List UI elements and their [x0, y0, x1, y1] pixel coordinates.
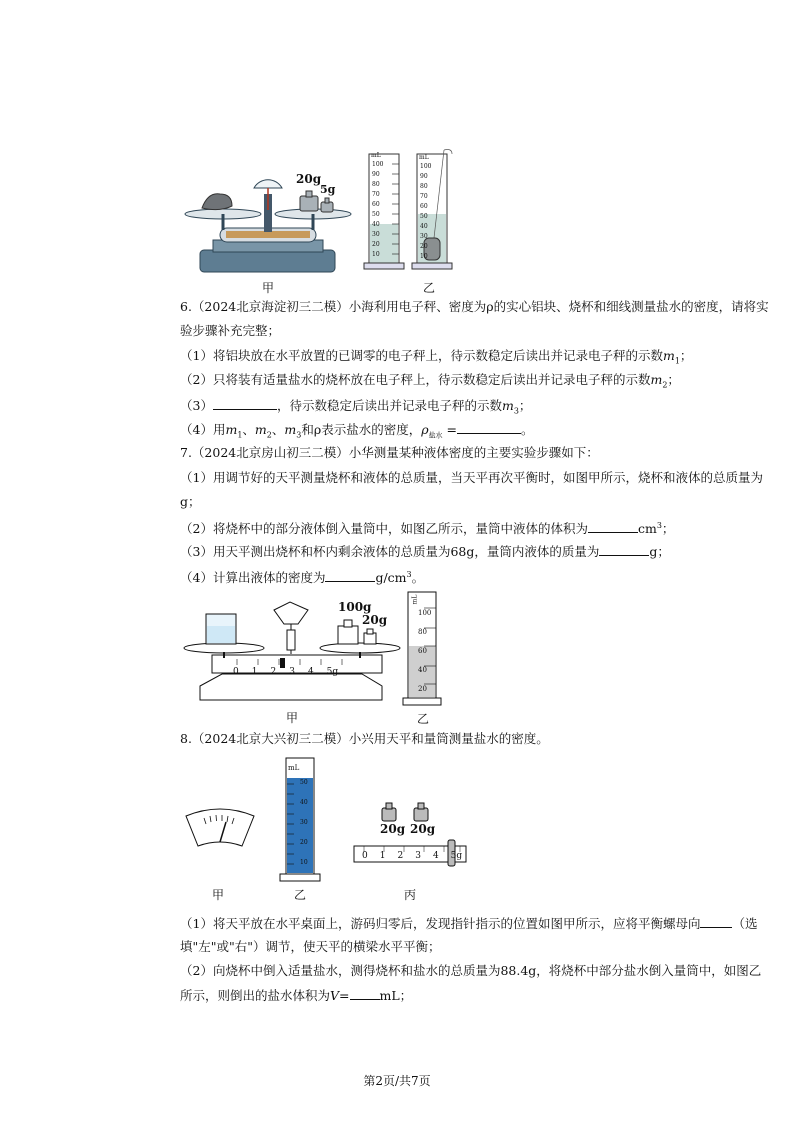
- q8-step1-text: （1）将天平放在水平桌面上，游码归零后，发现指针指示的位置如图甲所示，应将平衡螺母向: [180, 916, 701, 931]
- fig1-cyl-a-tick: 70: [372, 191, 380, 198]
- fig2-cyl-scale: [418, 604, 431, 699]
- q7-step2: [180, 517, 675, 538]
- q8-step2-text: 所示，则倒出的盐水体积为: [180, 988, 331, 1003]
- fig2-cyl-tick: 40: [418, 666, 427, 674]
- fig1-balance: [180, 150, 360, 275]
- fig1-cyl-a-tick: 60: [372, 201, 380, 208]
- fig1-cyl-a-tick: 50: [372, 211, 380, 218]
- fig1-cyl-b-tick: 90: [420, 173, 428, 180]
- q7-step4-unit: g/cm: [375, 570, 407, 586]
- q7-step4: [180, 566, 610, 587]
- fig1-cyl-a-tick: 10: [372, 251, 380, 258]
- q7-step2-text: （2）将烧杯中的部分液体倒入量筒中，如图乙所示，量筒中液体的体积为: [180, 521, 588, 537]
- q7-step3: [180, 542, 670, 561]
- q7-step3-text: （3）用天平测出烧杯和杯内剩余液体的总质量为68g，量筒内液体的质量为: [180, 544, 600, 559]
- q7-step3-end: g；: [649, 544, 670, 559]
- fig3-label-jia: 甲: [212, 888, 225, 902]
- q6-step1: [180, 347, 693, 371]
- q7-step2-sup: 3: [656, 521, 662, 530]
- q8-step1-hint: （选: [732, 916, 758, 931]
- q6-step1-text: （1）将铝块放在水平放置的已调零的电子秤上，待示数稳定后读出并记录电子秤的示数: [180, 348, 663, 363]
- fig2-cyl-unit: mL: [411, 594, 419, 605]
- fig1-cyl-a-tick: 30: [372, 231, 380, 238]
- fig3-scale-tick: 1: [379, 851, 386, 861]
- fig3-cyl-tick: 20: [300, 839, 308, 846]
- fig1-cyl-a-scale: [372, 160, 390, 260]
- fig1-cyl-a-tick: 80: [372, 181, 380, 188]
- q6-step4-m2: m: [254, 422, 267, 437]
- page-footer: 第2页/共7页: [363, 1074, 431, 1088]
- q8-step1-blank[interactable]: [700, 914, 732, 928]
- q6-step2: [180, 371, 680, 395]
- fig3-weight-a-label: 20g: [380, 822, 406, 836]
- fig1-cyl-a-tick: 100: [372, 161, 384, 168]
- fig1-label-yi: 乙: [423, 281, 436, 295]
- fig1-label-jia: 甲: [262, 281, 275, 295]
- q6-step3-end: ；: [518, 398, 532, 413]
- q6-step4-sep1: 、: [242, 422, 255, 437]
- fig3-scale-tick: 3: [415, 851, 421, 861]
- fig2-scale-tick: 1: [251, 667, 258, 677]
- fig1-cyl-b-tick: 100: [420, 163, 432, 170]
- q6-step2-text: （2）只将装有适量盐水的烧杯放在电子秤上，待示数稳定后读出并记录电子秤的示数: [180, 372, 651, 387]
- fig3-scale-tick: 2: [397, 851, 404, 861]
- q6-step2-var: m: [650, 372, 663, 387]
- fig3-scale-tick: 5g: [450, 851, 463, 861]
- fig3-scale-tick: 4: [432, 851, 439, 861]
- fig3-scale-tick: 0: [362, 851, 368, 861]
- q6-step4-rho: ρ: [421, 422, 429, 437]
- q8-step2-var: V: [330, 988, 340, 1003]
- q6-step3-blank[interactable]: [213, 396, 277, 410]
- q6-step3: [180, 396, 610, 421]
- q6-step4-text: 和ρ表示盐水的密度，: [301, 422, 422, 437]
- q7-step2-unit: cm: [637, 521, 657, 537]
- q7-step4-blank[interactable]: [325, 568, 375, 582]
- fig3-cyl-tick: 40: [300, 799, 308, 806]
- fig3-label-yi: 乙: [294, 888, 307, 902]
- fig2-cyl-tick: 20: [418, 685, 427, 693]
- q6-step1-end: ；: [679, 348, 693, 363]
- fig3-cyl-tick: 10: [300, 859, 308, 866]
- fig2-scale-tick: 5g: [326, 667, 339, 677]
- fig1-cyl-b-tick: 60: [420, 203, 428, 210]
- fig1-cyl-a-tick: 40: [372, 221, 380, 228]
- q8-step2-end: mL；: [379, 988, 413, 1003]
- fig3-label-bing: 丙: [404, 888, 417, 902]
- q6-step2-end: ；: [667, 372, 680, 387]
- fig2-scale-tick: 3: [289, 667, 295, 677]
- fig1-cyl-b-tick: 70: [420, 193, 428, 200]
- q8-step2-blank[interactable]: [350, 986, 380, 1000]
- fig1-weight-20g-label: 20g: [296, 172, 322, 186]
- q7-step4-end: 。: [411, 570, 425, 586]
- q6-step3-var: m: [501, 398, 514, 413]
- fig3-scale-labels: [362, 851, 462, 861]
- fig3-cyl-tick: 30: [300, 819, 308, 826]
- fig2-label-yi: 乙: [417, 712, 430, 726]
- q8-step2-line2: [180, 986, 610, 1005]
- fig3-pointer-dial: [184, 806, 256, 856]
- fig1-cyl-b-tick: 50: [420, 213, 428, 220]
- q6-step4-end: 。: [521, 422, 534, 437]
- q6-step3-start: （3）: [180, 398, 213, 413]
- fig1-cyl-b-tick: 10: [420, 253, 428, 260]
- q8-step2-line1: （2）向烧杯中倒入适量盐水，测得烧杯和盐水的总质量为88.4g，将烧杯中部分盐水倒入量筒中，如图乙: [180, 963, 762, 978]
- fig2-scale-tick: 0: [233, 667, 239, 677]
- fig3-cyl-tick: 50: [300, 779, 308, 786]
- q6-step4-m1: m: [225, 422, 238, 437]
- q7-step2-blank[interactable]: [588, 519, 638, 533]
- q6-step1-sub: 1: [674, 356, 680, 366]
- fig2-scale-tick: 4: [307, 667, 314, 677]
- fig2-cyl-tick: 60: [418, 647, 427, 655]
- q6-step4-blank[interactable]: [457, 420, 521, 434]
- fig3-weight-b-label: 20g: [410, 822, 436, 836]
- q7-step4-text: （4）计算出液体的密度为: [180, 570, 326, 586]
- q7-step1-line1: （1）用调节好的天平测量烧杯和液体的总质量，当天平再次平衡时，如图甲所示，烧杯和液体的总质量为: [180, 470, 763, 485]
- q8-intro: 8.（2024北京大兴初三二模）小兴用天平和量筒测量盐水的密度。: [180, 731, 549, 746]
- q6-step4-eq: =: [442, 422, 458, 437]
- fig2-scale-labels: [233, 667, 338, 677]
- q7-step2-end: ；: [661, 521, 675, 537]
- q6-step2-sub: 2: [662, 380, 668, 390]
- fig2-label-jia: 甲: [286, 711, 299, 725]
- fig1-cyl-b-scale: [420, 162, 438, 262]
- q6-step4-rhosub: 盐水: [428, 431, 443, 440]
- q7-step3-blank[interactable]: [599, 542, 649, 556]
- q7-step4-sup: 3: [406, 570, 412, 579]
- fig1-cyl-b-tick: 30: [420, 233, 428, 240]
- q6-step3-text: ，待示数稳定后读出并记录电子秤的示数: [276, 398, 502, 413]
- q6-step4: [180, 420, 610, 445]
- fig2-weight-20g-label: 20g: [362, 613, 388, 627]
- q6-step4-sep2: 、: [271, 422, 285, 437]
- q8-step2-eq: =: [339, 988, 350, 1003]
- fig1-cyl-a-tick: 90: [372, 171, 380, 178]
- q6-step3-sub: 3: [513, 406, 519, 416]
- fig1-weight-5g-label: 5g: [320, 183, 336, 196]
- fig3-cyl-unit: mL: [288, 764, 300, 772]
- q6-step4-m3sub: 3: [296, 430, 302, 440]
- fig1-cyl-a-unit: mL: [371, 152, 381, 159]
- fig3-weights-and-rider: [352, 800, 474, 874]
- fig1-cyl-a-tick: 20: [372, 241, 380, 248]
- fig1-cyl-b-tick: 40: [420, 223, 428, 230]
- q7-intro: 7.（2024北京房山初三二模）小华测量某种液体密度的主要实验步骤如下：: [180, 445, 599, 460]
- fig2-cyl-tick: 80: [418, 628, 427, 636]
- fig3-cyl-scale: [300, 773, 308, 873]
- q6-step4-m3: m: [284, 422, 297, 437]
- q8-step1-line2: 填"左"或"右"）调节，使天平的横梁水平平衡；: [180, 939, 441, 954]
- q6-step4-m2sub: 2: [266, 430, 272, 440]
- fig2-weight-100g-label: 100g: [338, 600, 372, 614]
- q6-step4-m1sub: 1: [237, 430, 243, 440]
- q8-step1-line1: [180, 914, 758, 933]
- q6-intro-line2: 验步骤补充完整；: [180, 323, 281, 338]
- fig1-cyl-b-tick: 80: [420, 183, 428, 190]
- q6-step4-start: （4）用: [180, 422, 226, 437]
- q6-step1-var: m: [662, 348, 675, 363]
- fig2-cyl-tick: 100: [418, 609, 432, 617]
- fig1-cyl-b-unit: mL: [419, 154, 429, 161]
- fig1-cyl-b-tick: 20: [420, 243, 428, 250]
- q7-step1-line2: g；: [180, 494, 201, 509]
- fig2-scale-tick: 2: [270, 667, 277, 677]
- q6-intro-line1: 6.（2024北京海淀初三二模）小海利用电子秤、密度为ρ的实心铝块、烧杯和细线测量盐水的密度，请将实: [180, 299, 769, 314]
